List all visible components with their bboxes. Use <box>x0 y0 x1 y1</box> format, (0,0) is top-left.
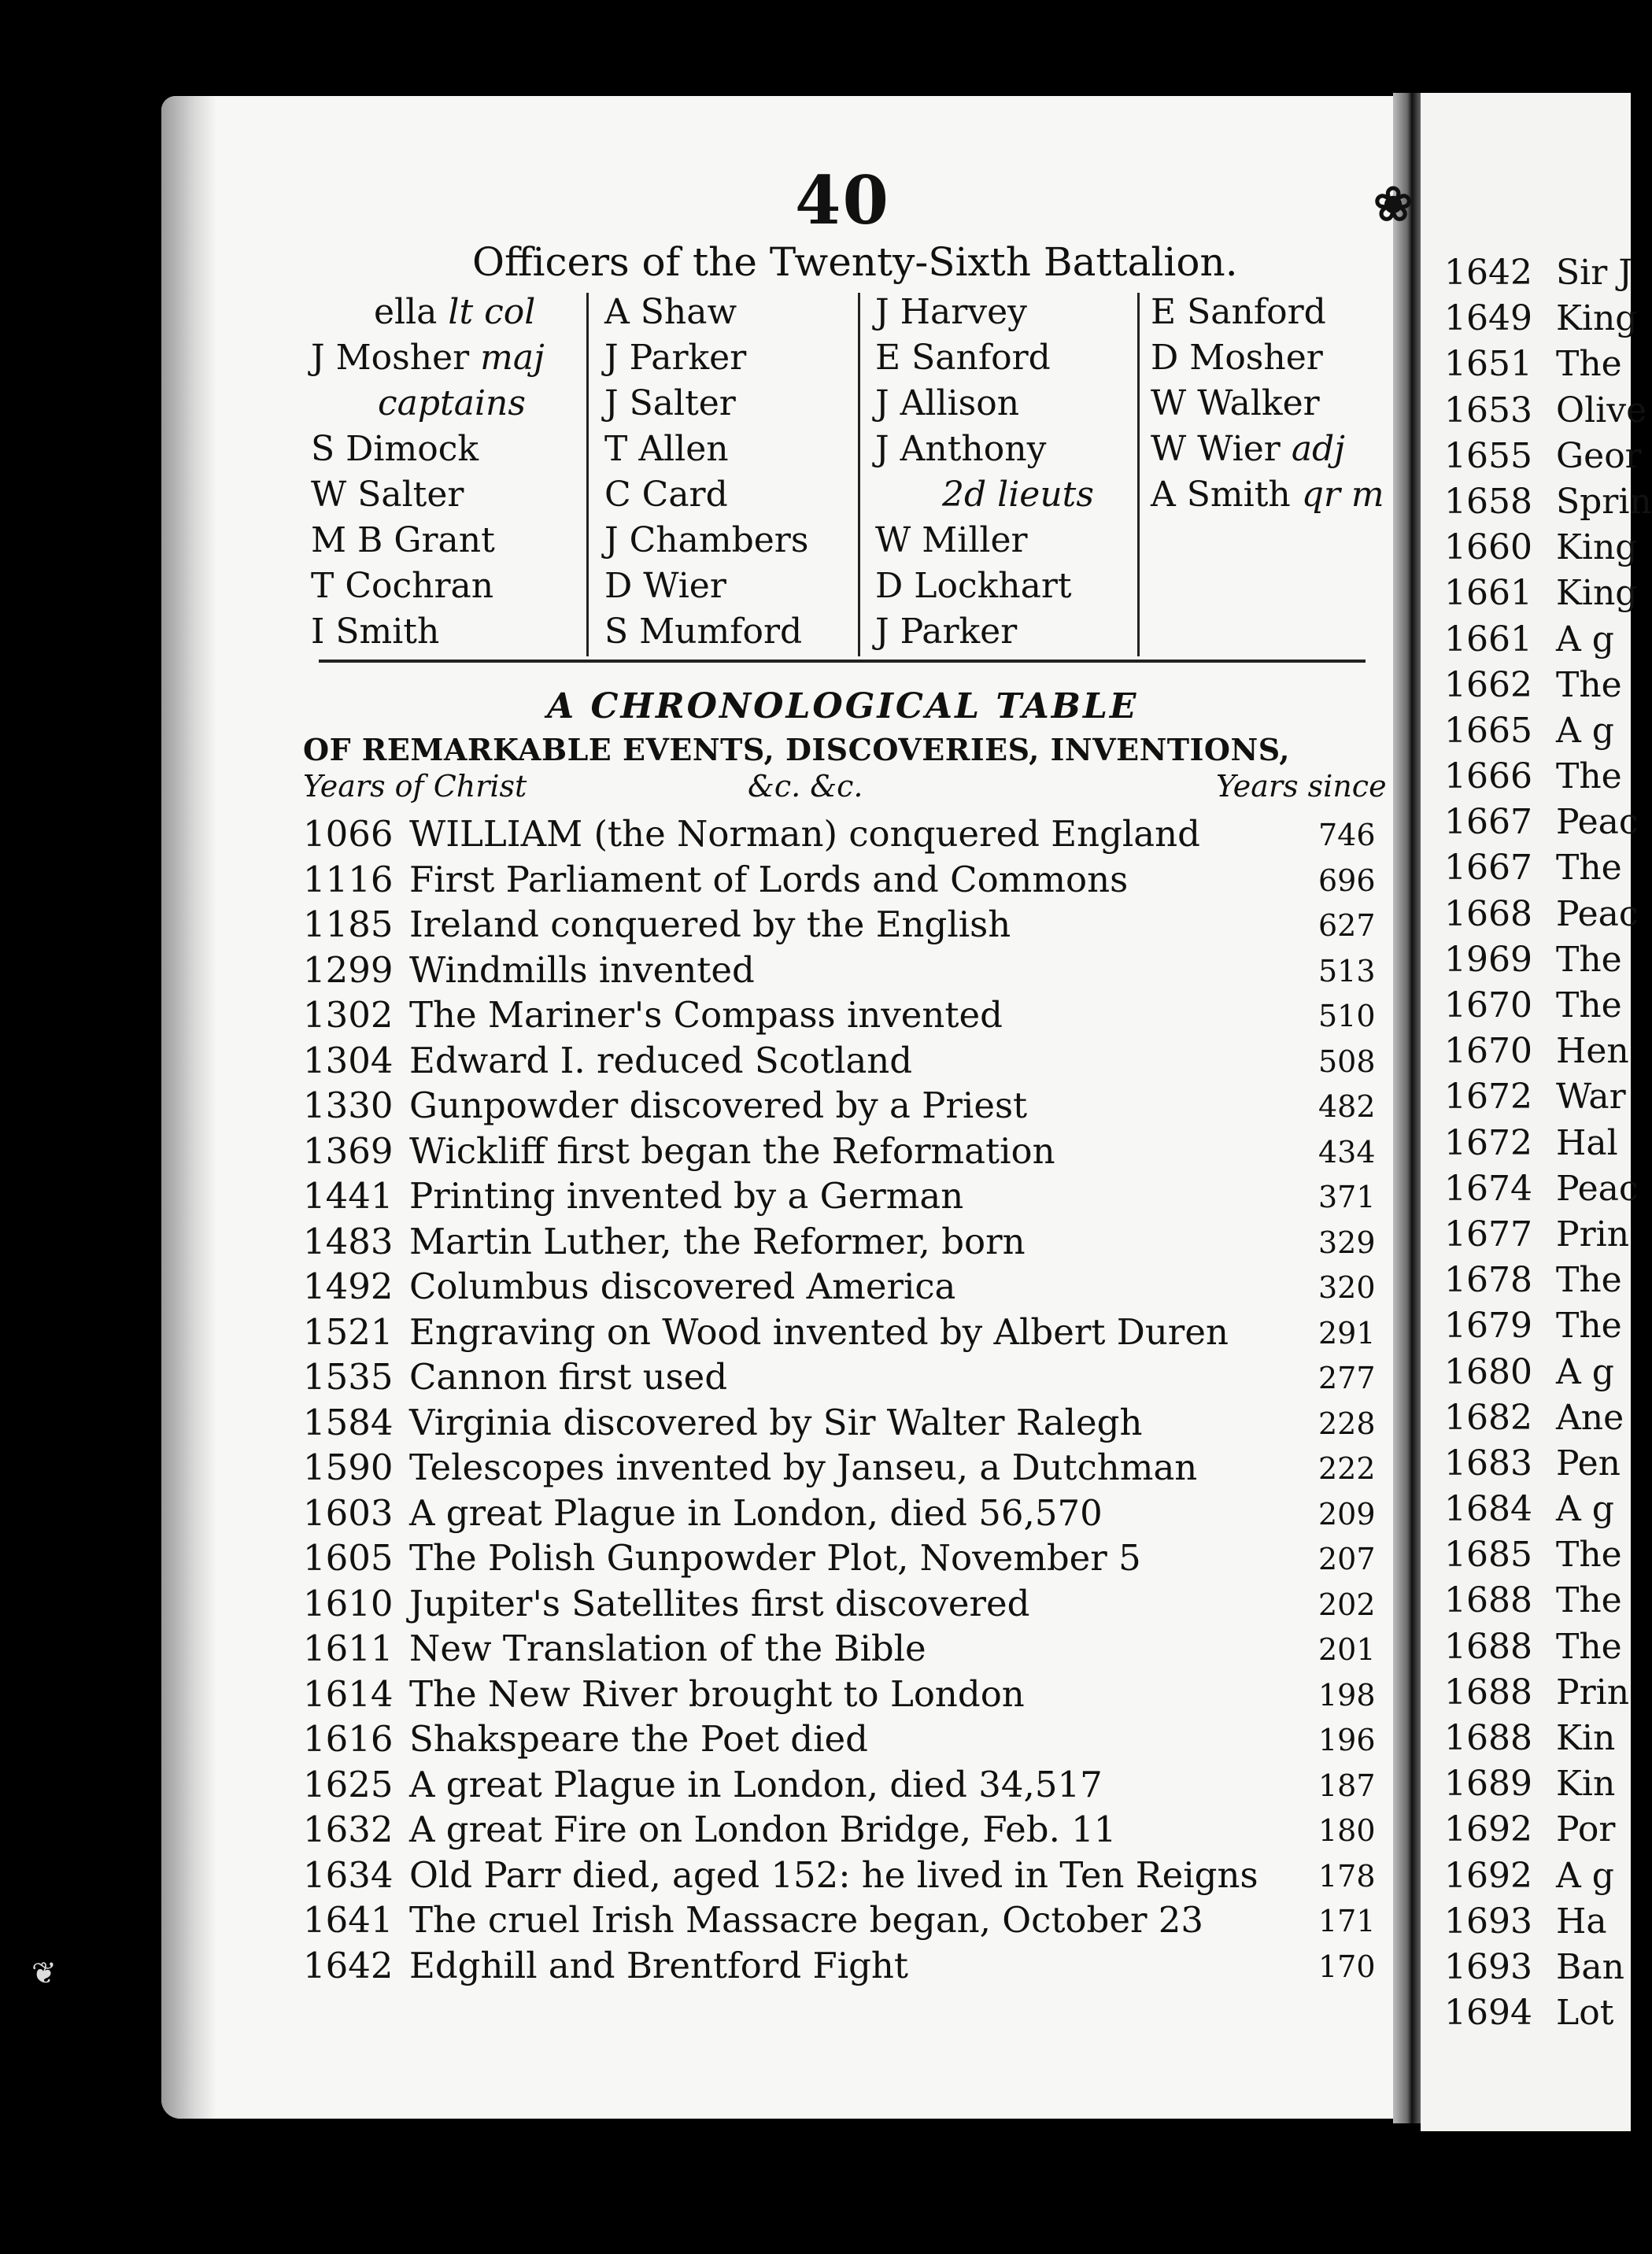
event-years-since: 513 <box>1318 953 1376 988</box>
chronology-row <box>303 949 1389 995</box>
officer-entry: D Mosher <box>1151 338 1323 378</box>
facing-page-text: A g <box>1556 619 1614 660</box>
chronology-row <box>303 1854 1389 1900</box>
facing-page-year: 1680 <box>1444 1351 1532 1392</box>
facing-page-year: 1694 <box>1444 1993 1532 2034</box>
event-years-since: 209 <box>1318 1496 1376 1532</box>
officer-entry: W Salter <box>311 475 464 515</box>
facing-page-text: Prin <box>1556 1672 1630 1713</box>
facing-page-text: The <box>1556 939 1622 980</box>
event-year: 1605 <box>303 1537 394 1579</box>
officer-entry: J Chambers <box>604 520 809 560</box>
event-year: 1616 <box>303 1718 394 1760</box>
event-years-since: 178 <box>1318 1858 1376 1894</box>
event-years-since: 434 <box>1318 1134 1376 1169</box>
chronology-row <box>303 1266 1389 1311</box>
facing-page-year: 1684 <box>1444 1489 1532 1530</box>
facing-page-text: Peac <box>1556 802 1639 843</box>
facing-page-text: The <box>1556 848 1622 889</box>
officer-entry: S Mumford <box>604 612 803 652</box>
officer-entry: W Walker <box>1151 383 1320 423</box>
event-years-since: 228 <box>1318 1406 1376 1441</box>
event-description: First Parliament of Lords and Commons <box>409 858 1129 900</box>
officer-entry: J Parker <box>604 338 747 378</box>
event-description: Jupiter's Satellites first discovered <box>409 1582 1030 1624</box>
chronology-row <box>303 1673 1389 1719</box>
officer-entry: I Smith <box>311 612 440 652</box>
chronology-row <box>303 994 1389 1040</box>
facing-page-year: 1660 <box>1444 527 1532 568</box>
facing-page-year: 1689 <box>1444 1764 1532 1805</box>
chronology-row <box>303 1718 1389 1764</box>
facing-page-year: 1688 <box>1444 1672 1532 1713</box>
page-edge-shadow <box>161 96 216 2119</box>
facing-page-text: The <box>1556 756 1622 797</box>
event-year: 1066 <box>303 813 394 855</box>
facing-page-text: The <box>1556 344 1622 385</box>
facing-page-year: 1658 <box>1444 481 1532 522</box>
facing-page-text: The <box>1556 664 1622 705</box>
officer-entry: A Shaw <box>604 292 737 332</box>
facing-page-text: Por <box>1556 1809 1616 1850</box>
officer-entry: W Wier adj <box>1151 429 1345 469</box>
rank-heading: 2d lieuts <box>942 475 1094 515</box>
rank-heading: captains <box>378 383 526 423</box>
chronology-row <box>303 1492 1389 1538</box>
chronology-row <box>303 1945 1389 1990</box>
event-year: 1611 <box>303 1628 394 1669</box>
facing-page-text: King <box>1556 298 1638 339</box>
event-years-since: 222 <box>1318 1451 1376 1486</box>
facing-page-year: 1665 <box>1444 710 1532 751</box>
chronology-title: A CHRONOLOGICAL TABLE <box>547 686 1139 726</box>
facing-page-year: 1688 <box>1444 1626 1532 1667</box>
facing-page-text: A g <box>1556 1489 1614 1530</box>
event-years-since: 198 <box>1318 1677 1376 1713</box>
chronology-row <box>303 859 1389 904</box>
event-description: The Polish Gunpowder Plot, November 5 <box>409 1537 1141 1579</box>
officer-entry: E Sanford <box>875 338 1051 378</box>
chronology-row <box>303 813 1389 859</box>
chronology-row <box>303 1130 1389 1176</box>
officer-entry: ella lt col <box>374 292 536 332</box>
facing-page-text: Peac <box>1556 1168 1639 1209</box>
page-number: 40 <box>795 161 890 239</box>
facing-page-text: Hen <box>1556 1031 1629 1072</box>
event-description: Ireland conquered by the English <box>409 903 1011 945</box>
event-description: Windmills invented <box>409 948 755 991</box>
facing-page-year: 1649 <box>1444 298 1532 339</box>
event-year: 1535 <box>303 1356 394 1398</box>
facing-page-year: 1969 <box>1444 939 1532 980</box>
event-description: The Mariner's Compass invented <box>409 994 1003 1036</box>
facing-page-text: Kin <box>1556 1718 1616 1758</box>
chronology-subtitle: OF REMARKABLE EVENTS, DISCOVERIES, INVENTIONS, <box>303 732 1291 767</box>
section-divider <box>319 660 1366 663</box>
facing-page-year: 1678 <box>1444 1260 1532 1301</box>
chronology-row <box>303 1809 1389 1854</box>
event-years-since: 196 <box>1318 1723 1376 1757</box>
facing-page-year: 1653 <box>1444 390 1532 430</box>
event-description: Telescopes invented by Janseu, a Dutchman <box>409 1447 1198 1488</box>
event-year: 1185 <box>303 903 394 945</box>
chronology-row <box>303 1628 1389 1673</box>
officer-entry: M B Grant <box>311 520 495 560</box>
event-description: Edward I. reduced Scotland <box>409 1039 913 1081</box>
event-year: 1369 <box>303 1129 394 1172</box>
facing-page-text: The <box>1556 1580 1622 1621</box>
event-description: Columbus discovered America <box>409 1266 956 1307</box>
event-year: 1625 <box>303 1763 394 1805</box>
column-header-years-since: Years since <box>1216 769 1387 804</box>
event-years-since: 329 <box>1318 1225 1376 1260</box>
ink-smudge: ❦ <box>31 1956 57 1990</box>
facing-page-year: 1693 <box>1444 1946 1532 1987</box>
facing-page-year: 1661 <box>1444 573 1532 614</box>
chronology-row <box>303 1175 1389 1221</box>
event-description: A great Fire on London Bridge, Feb. 11 <box>409 1809 1117 1850</box>
officer-entry: T Allen <box>604 429 729 469</box>
officer-entry: A Smith qr m <box>1151 475 1384 515</box>
event-years-since: 510 <box>1318 999 1376 1033</box>
column-header-etc: &c. &c. <box>748 769 863 804</box>
event-years-since: 171 <box>1318 1904 1376 1938</box>
event-years-since: 746 <box>1318 818 1376 852</box>
event-years-since: 291 <box>1318 1315 1376 1351</box>
chronology-events <box>303 813 1389 1990</box>
chronology-row <box>303 1040 1389 1085</box>
officer-entry: J Parker <box>875 612 1018 652</box>
facing-page-text: Hal <box>1556 1122 1618 1163</box>
facing-page-year: 1674 <box>1444 1168 1532 1209</box>
facing-page-text: Ha <box>1556 1901 1607 1942</box>
column-header-years-of-christ: Years of Christ <box>303 769 527 804</box>
event-year: 1483 <box>303 1220 394 1262</box>
facing-page-text: A g <box>1556 710 1614 751</box>
facing-page-text: The <box>1556 1626 1622 1667</box>
officer-entry: S Dimock <box>311 429 479 469</box>
officer-entry: J Mosher maj <box>311 338 545 378</box>
event-year: 1304 <box>303 1039 394 1081</box>
event-year: 1610 <box>303 1582 394 1624</box>
event-years-since: 207 <box>1318 1542 1376 1576</box>
event-years-since: 627 <box>1318 908 1376 943</box>
officer-entry: E Sanford <box>1151 292 1326 332</box>
event-year: 1116 <box>303 858 394 900</box>
facing-page-text: The <box>1556 985 1622 1025</box>
facing-page-text: Geor <box>1556 435 1642 476</box>
chronology-row <box>303 1311 1389 1357</box>
facing-page-year: 1682 <box>1444 1397 1532 1438</box>
facing-page-year: 1666 <box>1444 756 1532 797</box>
facing-page-year: 1685 <box>1444 1535 1532 1576</box>
facing-page-year: 1662 <box>1444 664 1532 705</box>
officer-entry: T Cochran <box>311 566 494 606</box>
officer-entry: W Miller <box>875 520 1028 560</box>
facing-page-year: 1670 <box>1444 985 1532 1025</box>
event-year: 1642 <box>303 1944 394 1986</box>
event-description: Virginia discovered by Sir Walter Ralegh <box>409 1401 1143 1443</box>
event-description: Printing invented by a German <box>409 1175 964 1217</box>
column-divider <box>1137 293 1140 656</box>
facing-page-text: Peac <box>1556 893 1639 934</box>
facing-page-text: Prin <box>1556 1214 1630 1254</box>
event-description: Gunpowder discovered by a Priest <box>409 1085 1028 1126</box>
event-description: The New River brought to London <box>409 1672 1025 1715</box>
chronology-row <box>303 1356 1389 1402</box>
event-year: 1302 <box>303 994 394 1036</box>
chronology-row <box>303 1583 1389 1628</box>
facing-page-text: Pen <box>1556 1443 1621 1484</box>
officer-entry: D Lockhart <box>875 566 1072 606</box>
officer-entry: J Anthony <box>875 429 1047 469</box>
officer-entry: J Salter <box>604 383 736 423</box>
facing-page-text: A g <box>1556 1855 1614 1896</box>
event-description: New Translation of the Bible <box>409 1628 926 1669</box>
event-year: 1299 <box>303 948 394 991</box>
officer-entry: J Allison <box>875 383 1020 423</box>
chronology-row <box>303 903 1389 949</box>
facing-page-year: 1679 <box>1444 1306 1532 1347</box>
chronology-row <box>303 1221 1389 1266</box>
facing-page-year: 1677 <box>1444 1214 1532 1254</box>
facing-page-year: 1651 <box>1444 344 1532 385</box>
facing-page-text: War <box>1556 1077 1626 1118</box>
officer-column-4 <box>1151 290 1384 518</box>
event-year: 1634 <box>303 1853 394 1896</box>
event-description: Old Parr died, aged 152: he lived in Ten Reigns <box>409 1853 1258 1896</box>
event-description: The cruel Irish Massacre began, October 23 <box>409 1899 1204 1941</box>
event-years-since: 320 <box>1318 1270 1376 1305</box>
event-description: Cannon first used <box>409 1356 728 1398</box>
facing-page-year: 1688 <box>1444 1580 1532 1621</box>
event-description: Wickliff first began the Reformation <box>409 1129 1055 1172</box>
event-year: 1584 <box>303 1401 394 1443</box>
event-year: 1614 <box>303 1672 394 1715</box>
facing-page-year: 1661 <box>1444 619 1532 660</box>
facing-page-text: Sprin <box>1556 481 1652 522</box>
event-years-since: 201 <box>1318 1632 1376 1667</box>
chronology-row <box>303 1402 1389 1447</box>
officer-column-1 <box>311 290 545 655</box>
book-gutter <box>1393 93 1425 2123</box>
officer-column-3 <box>875 290 1094 655</box>
facing-page-text: Kin <box>1556 1764 1616 1805</box>
facing-page-year: 1642 <box>1444 253 1532 293</box>
facing-page-text: King <box>1556 527 1638 568</box>
facing-page-text: The <box>1556 1260 1622 1301</box>
event-description: Shakspeare the Poet died <box>409 1718 868 1760</box>
facing-page-year: 1667 <box>1444 802 1532 843</box>
facing-page-text: Ban <box>1556 1946 1624 1987</box>
officer-entry: D Wier <box>604 566 726 606</box>
chronology-row <box>303 1899 1389 1945</box>
event-year: 1492 <box>303 1266 394 1307</box>
event-years-since: 170 <box>1318 1949 1376 1984</box>
event-years-since: 508 <box>1318 1044 1376 1079</box>
facing-page-year: 1688 <box>1444 1718 1532 1758</box>
facing-page-text: Olive <box>1556 390 1647 430</box>
facing-page-year: 1670 <box>1444 1031 1532 1072</box>
facing-page-year: 1683 <box>1444 1443 1532 1484</box>
ornament-icon: ❀ <box>1373 177 1414 232</box>
facing-page-year: 1693 <box>1444 1901 1532 1942</box>
event-year: 1441 <box>303 1175 394 1217</box>
event-year: 1603 <box>303 1491 394 1534</box>
facing-page-text: The <box>1556 1535 1622 1576</box>
column-divider <box>858 293 860 656</box>
event-description: WILLIAM (the Norman) conquered England <box>409 813 1200 855</box>
event-years-since: 187 <box>1318 1768 1376 1803</box>
event-years-since: 482 <box>1318 1089 1376 1124</box>
officer-entry: C Card <box>604 475 728 515</box>
event-years-since: 180 <box>1318 1813 1376 1848</box>
officer-column-2 <box>604 290 808 655</box>
chronology-row <box>303 1764 1389 1809</box>
event-description: Engraving on Wood invented by Albert Duren <box>409 1310 1229 1353</box>
facing-page-year: 1655 <box>1444 435 1532 476</box>
event-description: Edghill and Brentford Fight <box>409 1944 908 1986</box>
facing-page-text: Lot <box>1556 1993 1614 2034</box>
event-year: 1330 <box>303 1085 394 1126</box>
event-years-since: 696 <box>1318 863 1376 898</box>
facing-page-text: King <box>1556 573 1638 614</box>
facing-page-year: 1692 <box>1444 1855 1532 1896</box>
chronology-row <box>303 1447 1389 1492</box>
facing-page-year: 1667 <box>1444 848 1532 889</box>
facing-page-text: The <box>1556 1306 1622 1347</box>
column-divider <box>586 293 589 656</box>
battalion-title: Officers of the Twenty-Sixth Battalion. <box>472 239 1238 285</box>
facing-page-text: Sir J <box>1556 253 1632 293</box>
facing-page-year: 1672 <box>1444 1077 1532 1118</box>
event-description: A great Plague in London, died 56,570 <box>409 1491 1103 1534</box>
event-years-since: 277 <box>1318 1361 1376 1395</box>
facing-page-text: Ane <box>1556 1397 1624 1438</box>
chronology-row <box>303 1537 1389 1583</box>
chronology-row <box>303 1085 1389 1130</box>
event-description: Martin Luther, the Reformer, born <box>409 1220 1026 1262</box>
event-year: 1590 <box>303 1447 394 1488</box>
facing-page-year: 1668 <box>1444 893 1532 934</box>
event-years-since: 371 <box>1318 1180 1376 1214</box>
facing-page-year: 1672 <box>1444 1122 1532 1163</box>
event-year: 1641 <box>303 1899 394 1941</box>
facing-page-text: A g <box>1556 1351 1614 1392</box>
event-year: 1521 <box>303 1310 394 1353</box>
event-years-since: 202 <box>1318 1587 1376 1622</box>
event-description: A great Plague in London, died 34,517 <box>409 1763 1103 1805</box>
event-year: 1632 <box>303 1809 394 1850</box>
facing-page-year: 1692 <box>1444 1809 1532 1850</box>
officer-entry: J Harvey <box>875 292 1028 332</box>
